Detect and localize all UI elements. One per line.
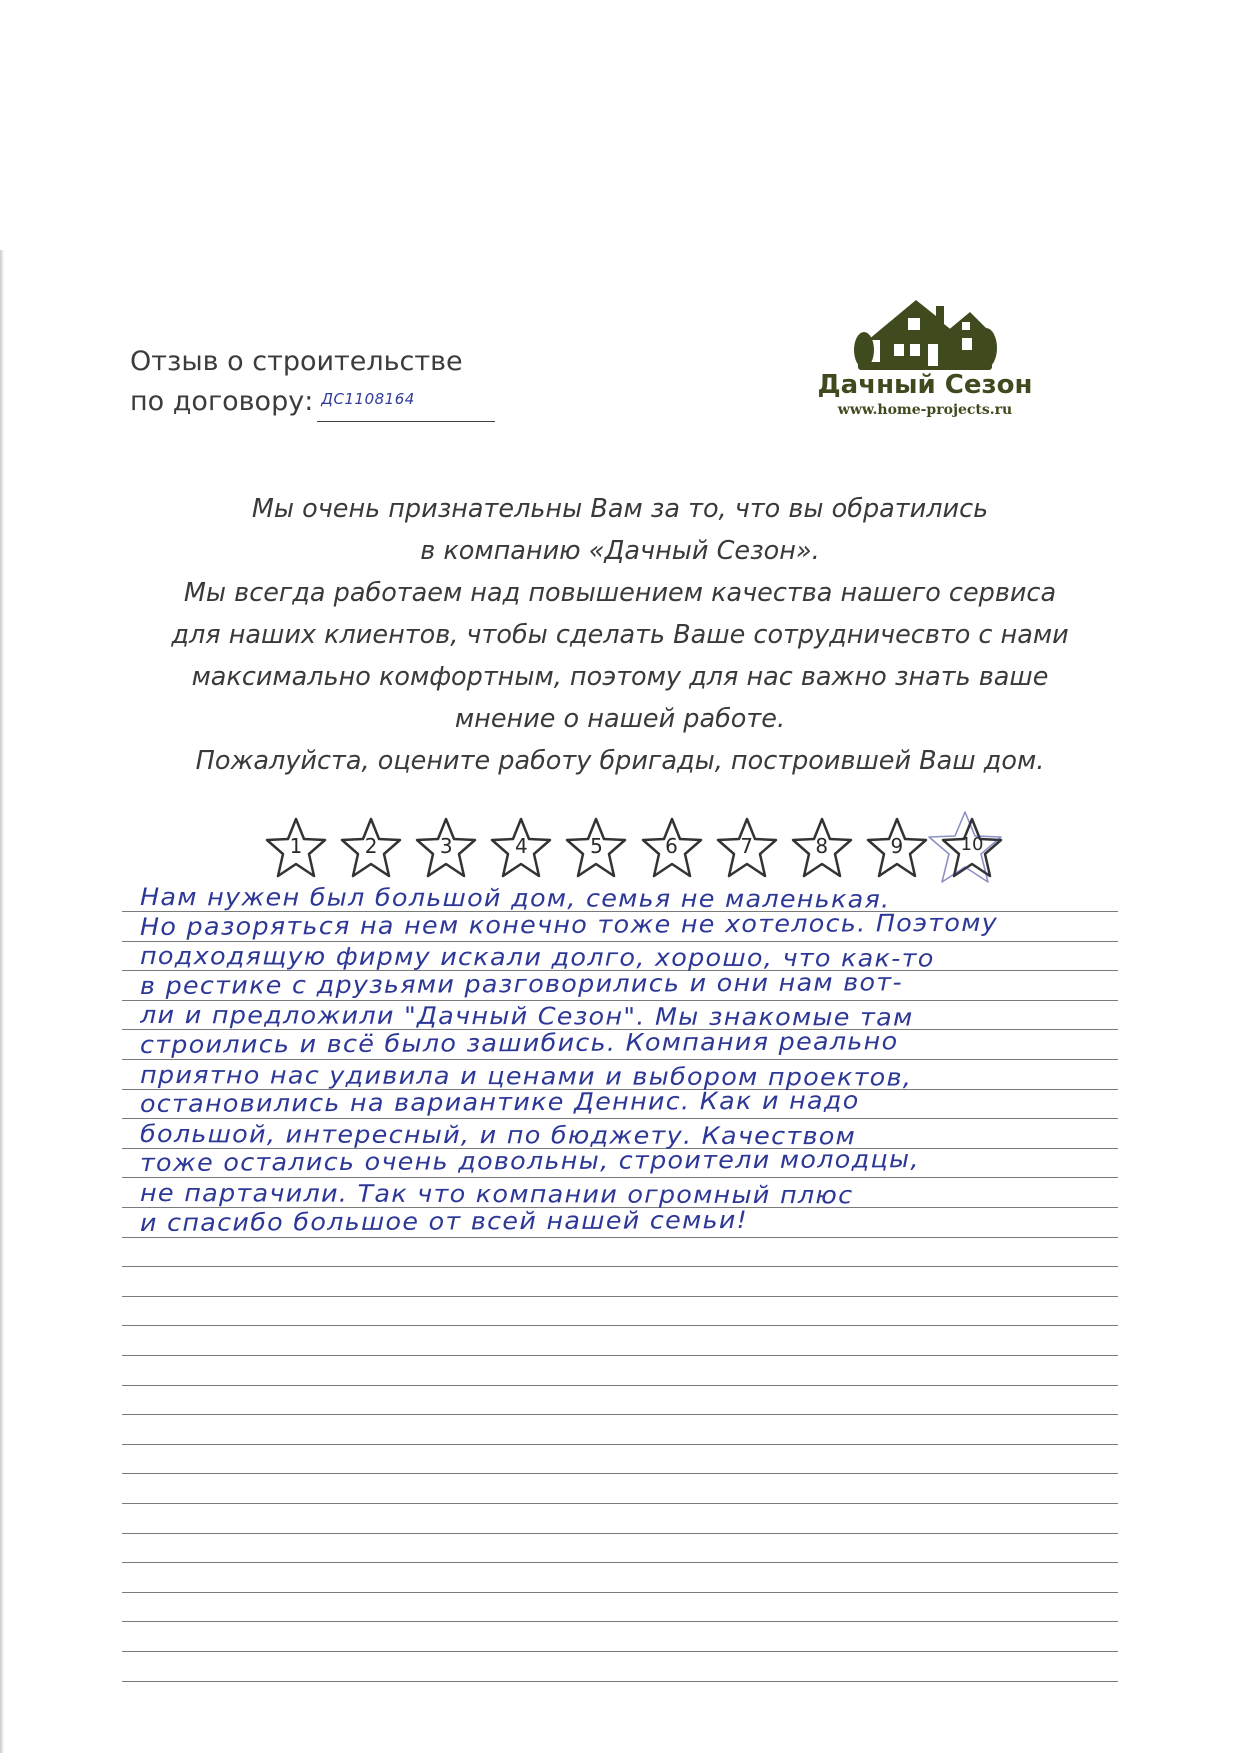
review-line: Нам нужен был большой дом, семья не маленькая. [140, 883, 891, 914]
ruled-line [122, 1414, 1118, 1415]
ruled-line [122, 1385, 1118, 1386]
star-number: 8 [815, 834, 829, 858]
star-number: 6 [665, 834, 678, 858]
review-line: подходящую фирму искали долго, хорошо, что как-то [140, 942, 935, 973]
contract-label: по договору: [130, 386, 314, 417]
ruled-line [122, 1444, 1118, 1445]
star-number: 1 [289, 834, 303, 858]
ruled-line [122, 1621, 1118, 1622]
logo-brand-name: Дачный Сезон [817, 370, 1033, 400]
contract-number-handwritten: ДС1108164 [321, 390, 415, 408]
review-line: Но разоряться на нем конечно тоже не хотелось. Поэтому [139, 908, 999, 941]
ruled-line [122, 1592, 1118, 1593]
review-line: приятно нас удивила и ценами и выбором проектов, [140, 1060, 913, 1092]
review-line: строились и всё было зашибись. Компания реально [139, 1027, 899, 1059]
review-line: тоже остались очень довольны, строители молодцы, [139, 1145, 920, 1178]
review-line: ли и предложили "Дачный Сезон". Мы знакомые там [140, 1001, 914, 1032]
ruled-line [122, 1503, 1118, 1504]
review-line: и спасибо большое от всей нашей семьи! [139, 1205, 749, 1237]
star-number: 9 [890, 834, 904, 858]
intro-line: Мы всегда работаем над повышением качества нашего сервиса [183, 578, 1057, 608]
ruled-line [122, 1473, 1118, 1474]
intro-line: Мы очень признательны Вам за то, что вы обратились [251, 494, 989, 524]
intro-line: в компанию «Дачный Сезон». [420, 536, 820, 566]
intro-line: Пожалуйста, оцените работу бригады, построившей Ваш дом. [195, 746, 1045, 776]
review-ruled-lines [122, 0, 1118, 1753]
star-number: 4 [514, 834, 528, 858]
review-line: большой, интересный, и по бюджету. Качеством [140, 1119, 857, 1151]
ruled-line [122, 1325, 1118, 1326]
intro-line: для наших клиентов, чтобы сделать Ваше сотрудничесвто с нами [171, 620, 1069, 650]
star-number: 5 [590, 834, 603, 858]
star-number: 3 [439, 834, 453, 858]
review-line: в рестике с друзьями разговорились и они нам вот- [139, 968, 903, 1000]
logo-url: www.home-projects.ru [837, 402, 1013, 418]
intro-line: мнение о нашей работе. [454, 704, 786, 734]
ruled-line [122, 1296, 1118, 1297]
ruled-line [122, 1562, 1118, 1563]
scan-edge [0, 250, 4, 1753]
ruled-line [122, 1355, 1118, 1356]
ruled-line [122, 1681, 1118, 1682]
review-line: остановились на вариантике Деннис. Как и надо [139, 1086, 860, 1119]
star-number: 10 [960, 834, 984, 855]
form-title: Отзыв о строительстве [130, 346, 463, 377]
ruled-line [122, 1533, 1118, 1534]
intro-line: максимально комфортным, поэтому для нас важно знать ваше [191, 662, 1049, 692]
review-line: не партачили. Так что компании огромный плюс [140, 1179, 854, 1210]
star-number: 2 [364, 834, 378, 858]
star-number: 7 [740, 834, 754, 858]
ruled-line [122, 1266, 1118, 1267]
ruled-line [122, 1651, 1118, 1652]
